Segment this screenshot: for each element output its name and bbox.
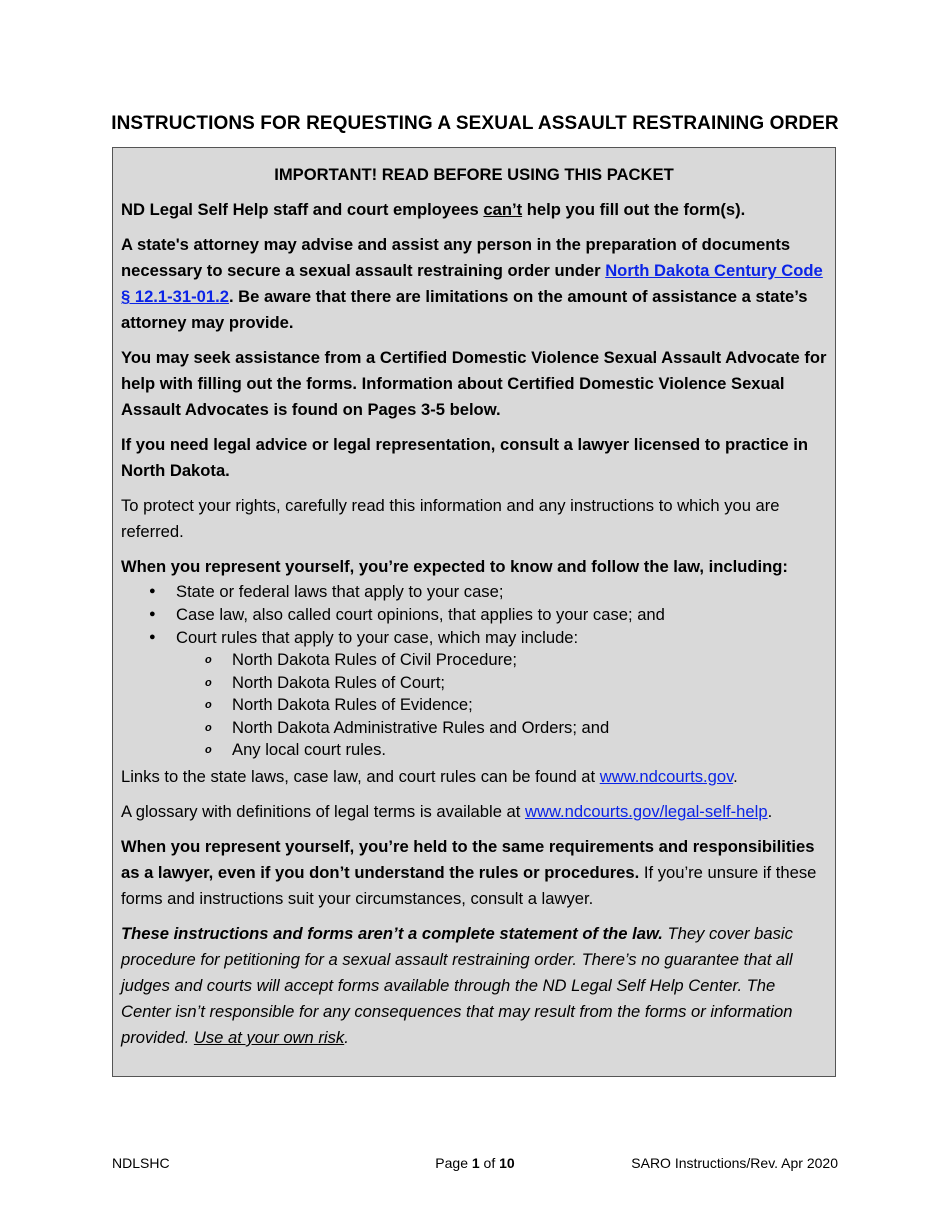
ndcc-link[interactable]: North Dakota Century Code § 12.1-31-01.2 [121, 261, 823, 306]
legal-self-help-link[interactable]: www.ndcourts.gov/legal-self-help [524, 801, 768, 821]
footer-left: NDLSHC [112, 1155, 170, 1171]
list-item: ● Case law, also called court opinions, that applies to your case; and [176, 603, 827, 626]
states-attorney-notice: A state's attorney may advise and assist any person in the preparation of documents necessary to secure a sexual assault restraining order under North Dakota Century Code § 12.1-31-01.2. Be aware that there are limitations on the amount of assistance a state’s attorney may provide. [121, 235, 823, 332]
legal-advice-notice: If you need legal advice or legal representation, consult a lawyer licensed to practice in North Dakota. [121, 435, 809, 480]
list-item: ● State or federal laws that apply to your case; [176, 580, 827, 603]
disclaimer: These instructions and forms aren’t a complete statement of the law. They cover basic procedure for petitioning for a sexual assault restraining order. There’s no guarantee that all judges and courts will accept forms available through the ND Legal Self Help Center. The Center isn’t responsible for any consequences that may result from the forms or information provided. Use at your own risk. [121, 923, 793, 1047]
list-item: o North Dakota Rules of Court; [232, 672, 827, 695]
page-title: INSTRUCTIONS FOR REQUESTING A SEXUAL ASSAULT RESTRAINING ORDER [111, 113, 839, 134]
law-heading: When you represent yourself, you’re expected to know and follow the law, including: [121, 557, 788, 576]
links-line: Links to the state laws, case law, and court rules can be found at www.ndcourts.gov. [121, 766, 738, 786]
glossary-line: A glossary with definitions of legal terms is available at www.ndcourts.gov/legal-self-help. [121, 801, 773, 821]
list-item: o North Dakota Rules of Civil Procedure; [232, 649, 827, 672]
law-list [121, 580, 827, 762]
court-rules-list [176, 649, 827, 762]
advocate-notice: You may seek assistance from a Certified Domestic Violence Sexual Assault Advocate for help with filling out the forms. Information about Certified Domestic Violence Sexual Assault Advocates is found on Pages 3-5 below. [121, 348, 827, 419]
important-notice-box [112, 147, 836, 1077]
staff-notice: ND Legal Self Help staff and court employees can’t help you fill out the form(s). [121, 200, 746, 219]
list-item: o North Dakota Rules of Evidence; [232, 694, 827, 717]
requirements-notice: When you represent yourself, you’re held to the same requirements and responsibilities as a lawyer, even if you don’t understand the rules or procedures. If you’re unsure if these forms and instructions suit your circumstances, consult a lawyer. [121, 836, 817, 908]
use-at-own-risk: Use at your own risk [193, 1027, 345, 1047]
protect-rights-text: To protect your rights, carefully read this information and any instructions to which you are referred. [121, 496, 780, 541]
footer-right: SARO Instructions/Rev. Apr 2020 [631, 1155, 838, 1171]
notice-heading: IMPORTANT! READ BEFORE USING THIS PACKET [274, 165, 674, 184]
cant-emphasis: can’t [483, 200, 523, 219]
list-item: ● Court rules that apply to your case, which may include: o North Dakota Rules of Civil Procedure; o North Dakota Rules of Court; o North Dakota Rules of Evidence; o North Dakota Administrative Rules and Orders; and o Any local court rules. [176, 626, 827, 762]
list-item: o North Dakota Administrative Rules and Orders; and [232, 717, 827, 740]
ndcourts-link[interactable]: www.ndcourts.gov [599, 766, 734, 786]
list-item: o Any local court rules. [232, 739, 827, 762]
page-number: Page 1 of 10 [435, 1155, 515, 1171]
